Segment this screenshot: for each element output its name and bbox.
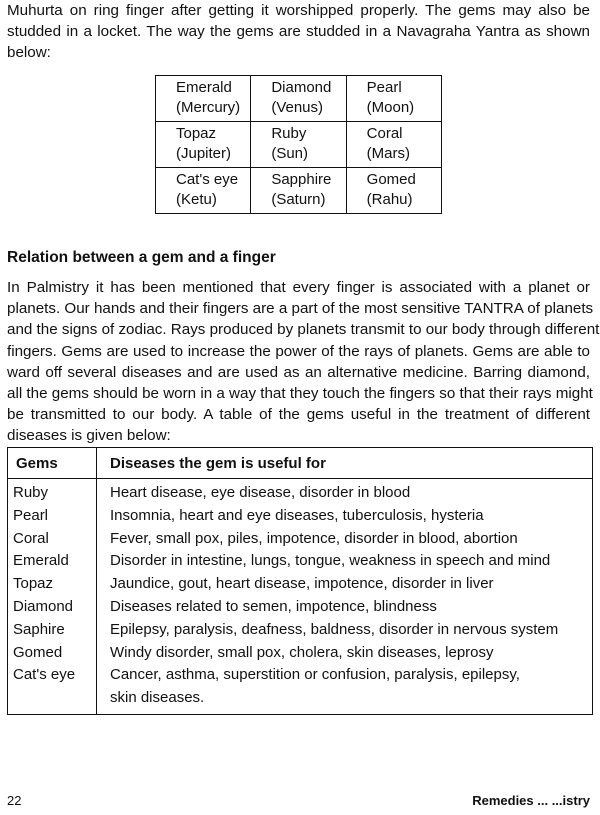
diseases-cell: Diseases related to semen, impotence, blindness [110,597,437,615]
diseases-cell: Fever, small pox, piles, impotence, disorder in blood, abortion [110,529,518,547]
planet-name: (Sun) [271,145,309,162]
table-row [8,528,593,551]
body-line: diseases is given below: [7,427,171,445]
body-line: In Palmistry it has been mentioned that every finger is associated with a planet or [7,279,590,296]
table-row [8,550,593,573]
gem-name: Diamond [271,79,332,96]
gem-cell: Coral [8,528,97,551]
gem-cell: Saphire [8,619,97,642]
body-line: fingers. Gems are used to increase the power of the rays of planets. Gems are able to [7,342,590,360]
yantra-row [156,76,442,122]
yantra-row [156,168,442,214]
diseases-cell [97,664,593,714]
intro-paragraph [7,0,590,64]
gem-cell: Pearl [8,505,97,528]
table-row [8,479,593,505]
planet-name: (Venus) [271,99,324,116]
yantra-cell [251,168,346,214]
gem-cell: Diamond [8,596,97,619]
yantra-cell [346,122,441,168]
yantra-cell [346,76,441,122]
yantra-cell [156,168,251,214]
body-line: be transmitted to our body. A table of the gems useful in the treatment of different [7,406,590,424]
table-row [8,505,593,528]
planet-name: (Mars) [366,145,410,162]
table-row [8,596,593,619]
diseases-cell: Heart disease, eye disease, disorder in blood [110,484,411,501]
diseases-line: Cancer, asthma, superstition or confusion, paralysis, epilepsy, [110,666,520,684]
planet-name: (Rahu) [366,191,413,208]
gem-name: Topaz [176,125,217,142]
gem-name: Emerald [176,79,232,96]
column-header-gems: Gems [8,448,97,479]
page-number: 22 [7,793,22,808]
planet-name: (Ketu) [176,191,217,208]
body-paragraph [7,277,600,447]
gem-cell: Emerald [8,550,97,573]
running-head: Remedies ... ...istry [472,793,590,808]
body-line: planets. Our hands and their fingers are a part of the most sensitive TANTRA of planets [7,300,594,318]
yantra-cell [156,122,251,168]
diseases-cell: Insomnia, heart and eye diseases, tuberculosis, hysteria [110,506,484,524]
planet-name: (Moon) [366,99,415,116]
gem-name: Ruby [271,125,307,142]
body-line: all the gems should be worn in a way that they touch the fingers so that their rays might [7,385,593,403]
diseases-cell: Disorder in intestine, lungs, tongue, weakness in speech and mind [110,552,551,570]
diseases-line: skin diseases. [110,689,205,707]
yantra-cell [346,168,441,214]
column-header-diseases: Diseases the gem is useful for [97,448,593,479]
intro-line: studded in a locket. The way the gems are studded in a Navagraha Yantra as shown [7,23,590,41]
planet-name: (Saturn) [271,191,326,208]
gem-cell: Gomed [8,642,97,665]
gem-name: Coral [366,125,403,142]
diseases-cell: Windy disorder, small pox, cholera, skin diseases, leprosy [110,643,494,661]
yantra-cell [251,122,346,168]
section-heading: Relation between a gem and a finger [7,249,276,266]
table-row [8,642,593,665]
yantra-cell [251,76,346,122]
gem-name: Sapphire [271,171,332,188]
gem-cell: Topaz [8,573,97,596]
table-row [8,619,593,642]
navagraha-yantra-table [155,75,442,214]
yantra-row [156,122,442,168]
intro-line: below: [7,44,51,62]
gem-name: Cat's eye [176,171,239,188]
body-line: ward off several diseases and are used as an alternative medicine. Barring diamond, [7,363,590,381]
gem-cell: Ruby [8,479,97,505]
body-line: and the signs of zodiac. Rays produced by planets transmit to our body through different [7,321,600,339]
gem-name: Pearl [366,79,402,96]
gem-cell: Cat's eye [8,664,97,714]
gem-diseases-table [7,447,593,715]
planet-name: (Jupiter) [176,145,232,162]
gem-name: Gomed [366,171,416,188]
planet-name: (Mercury) [176,99,241,116]
table-row [8,664,593,714]
diseases-cell: Epilepsy, paralysis, deafness, baldness, disorder in nervous system [110,620,559,638]
intro-line: Muhurta on ring finger after getting it worshipped properly. The gems may also be [7,2,590,19]
table-header-row [8,448,593,479]
yantra-cell [156,76,251,122]
diseases-cell: Jaundice, gout, heart disease, impotence, disorder in liver [110,575,494,593]
table-row [8,573,593,596]
